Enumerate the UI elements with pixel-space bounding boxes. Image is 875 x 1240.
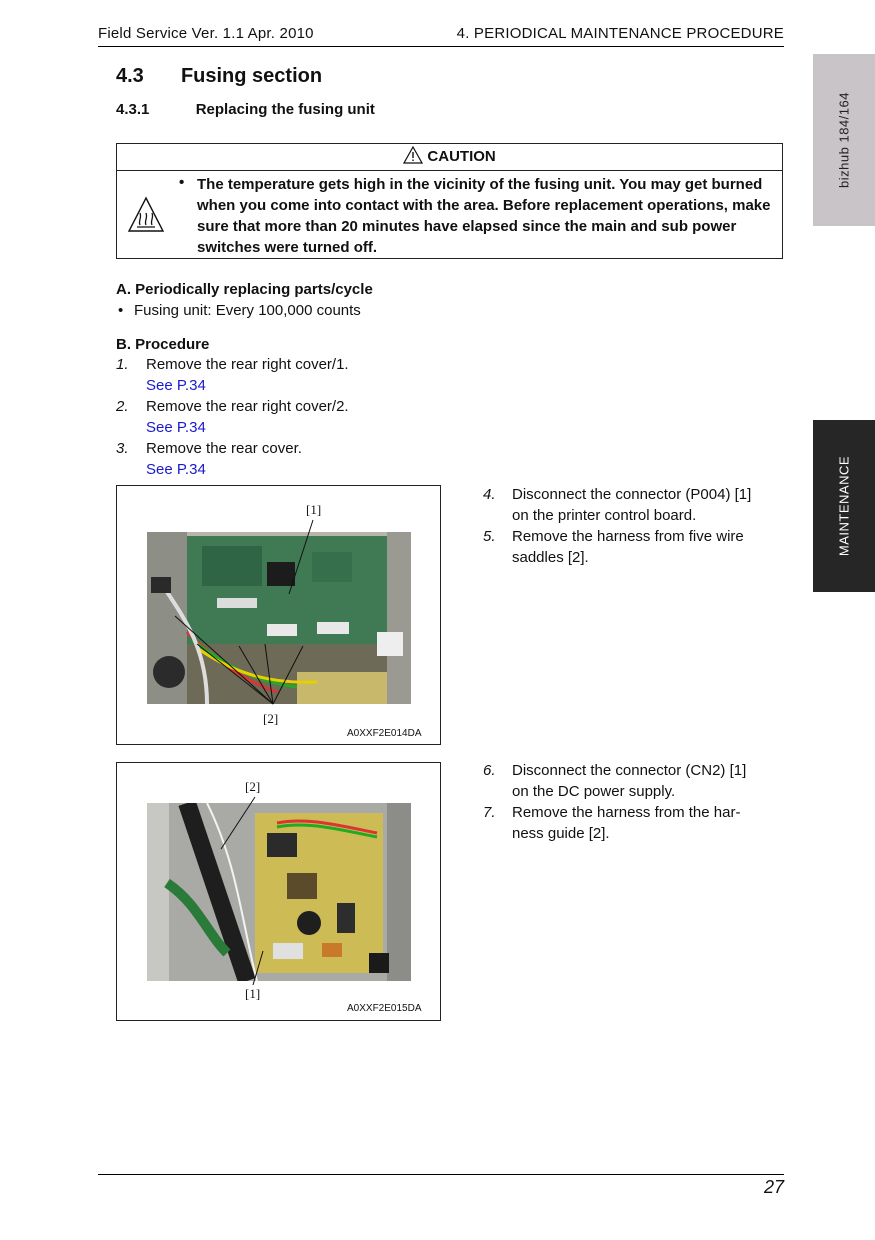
step-number: 1. (116, 356, 129, 373)
step-number: 3. (116, 440, 129, 457)
callout-2: [2] (263, 711, 279, 726)
step-number: 2. (116, 398, 129, 415)
hot-surface-icon (127, 196, 165, 234)
callout-1: [1] (306, 502, 322, 517)
side-tab-model (813, 54, 875, 226)
step-number: 4. (483, 486, 496, 503)
figure-code: A0XXF2E014DA (347, 728, 422, 739)
step-text: Disconnect the connector (CN2) [1] (512, 762, 747, 779)
section-heading (116, 65, 322, 88)
side-tab-chapter (813, 420, 875, 592)
part-a-heading: A. Periodically replacing parts/cycle (116, 281, 373, 298)
step-number: 5. (483, 528, 496, 545)
caution-bullet: • (179, 174, 185, 191)
part-a-bullet: • (118, 302, 124, 319)
see-page-link[interactable]: See P.34 (146, 377, 206, 394)
header-rule (98, 46, 784, 47)
callout-2: [2] (245, 779, 261, 794)
leader-lines (117, 486, 442, 746)
page-number: 27 (763, 1177, 784, 1197)
step-text: Disconnect the connector (P004) [1] (512, 486, 752, 503)
subsection-heading (116, 101, 375, 118)
caution-title: CAUTION (427, 148, 496, 165)
step-text: Remove the rear right cover/1. (146, 356, 349, 373)
step-text: Remove the rear right cover/2. (146, 398, 349, 415)
step-text: Remove the harness from the har- (512, 804, 741, 821)
subsection-title: Replacing the fusing unit (195, 101, 375, 118)
step-text: saddles [2]. (512, 549, 589, 566)
caution-text: The temperature gets high in the vicinity of the fusing unit. You may get burned when you come into contact with the area. Before replacement operations, make sure that more than 20 minutes have elapsed since the main and sub power switches were turned off. (197, 176, 771, 256)
warning-icon (403, 146, 423, 164)
step-text: Remove the rear cover. (146, 440, 302, 457)
step-text: on the printer control board. (512, 507, 697, 524)
part-b-heading: B. Procedure (116, 336, 210, 353)
see-page-link[interactable]: See P.34 (146, 419, 206, 436)
step-text: on the DC power supply. (512, 783, 676, 800)
header-left: Field Service Ver. 1.1 Apr. 2010 (98, 25, 314, 42)
figure-dc-power-supply (116, 762, 441, 1021)
caution-header (117, 144, 782, 171)
see-page-link[interactable]: See P.34 (146, 461, 206, 478)
subsection-number: 4.3.1 (116, 101, 150, 118)
step-number: 7. (483, 804, 496, 821)
step-text: Remove the harness from five wire (512, 528, 744, 545)
side-tab-model-label: bizhub 184/164 (836, 92, 852, 188)
figure-printer-control-board (116, 485, 441, 745)
leader-lines (117, 763, 442, 1022)
section-title: Fusing section (180, 65, 323, 87)
side-tab-chapter-label: MAINTENANCE (836, 455, 852, 557)
part-a-item: Fusing unit: Every 100,000 counts (134, 302, 361, 319)
caution-box (116, 143, 783, 259)
section-number: 4.3 (116, 65, 144, 87)
footer-rule (98, 1174, 784, 1175)
step-text: ness guide [2]. (512, 825, 610, 842)
header-right: 4. PERIODICAL MAINTENANCE PROCEDURE (456, 25, 784, 42)
figure-code: A0XXF2E015DA (347, 1003, 422, 1014)
step-number: 6. (483, 762, 496, 779)
callout-1: [1] (245, 986, 261, 1001)
